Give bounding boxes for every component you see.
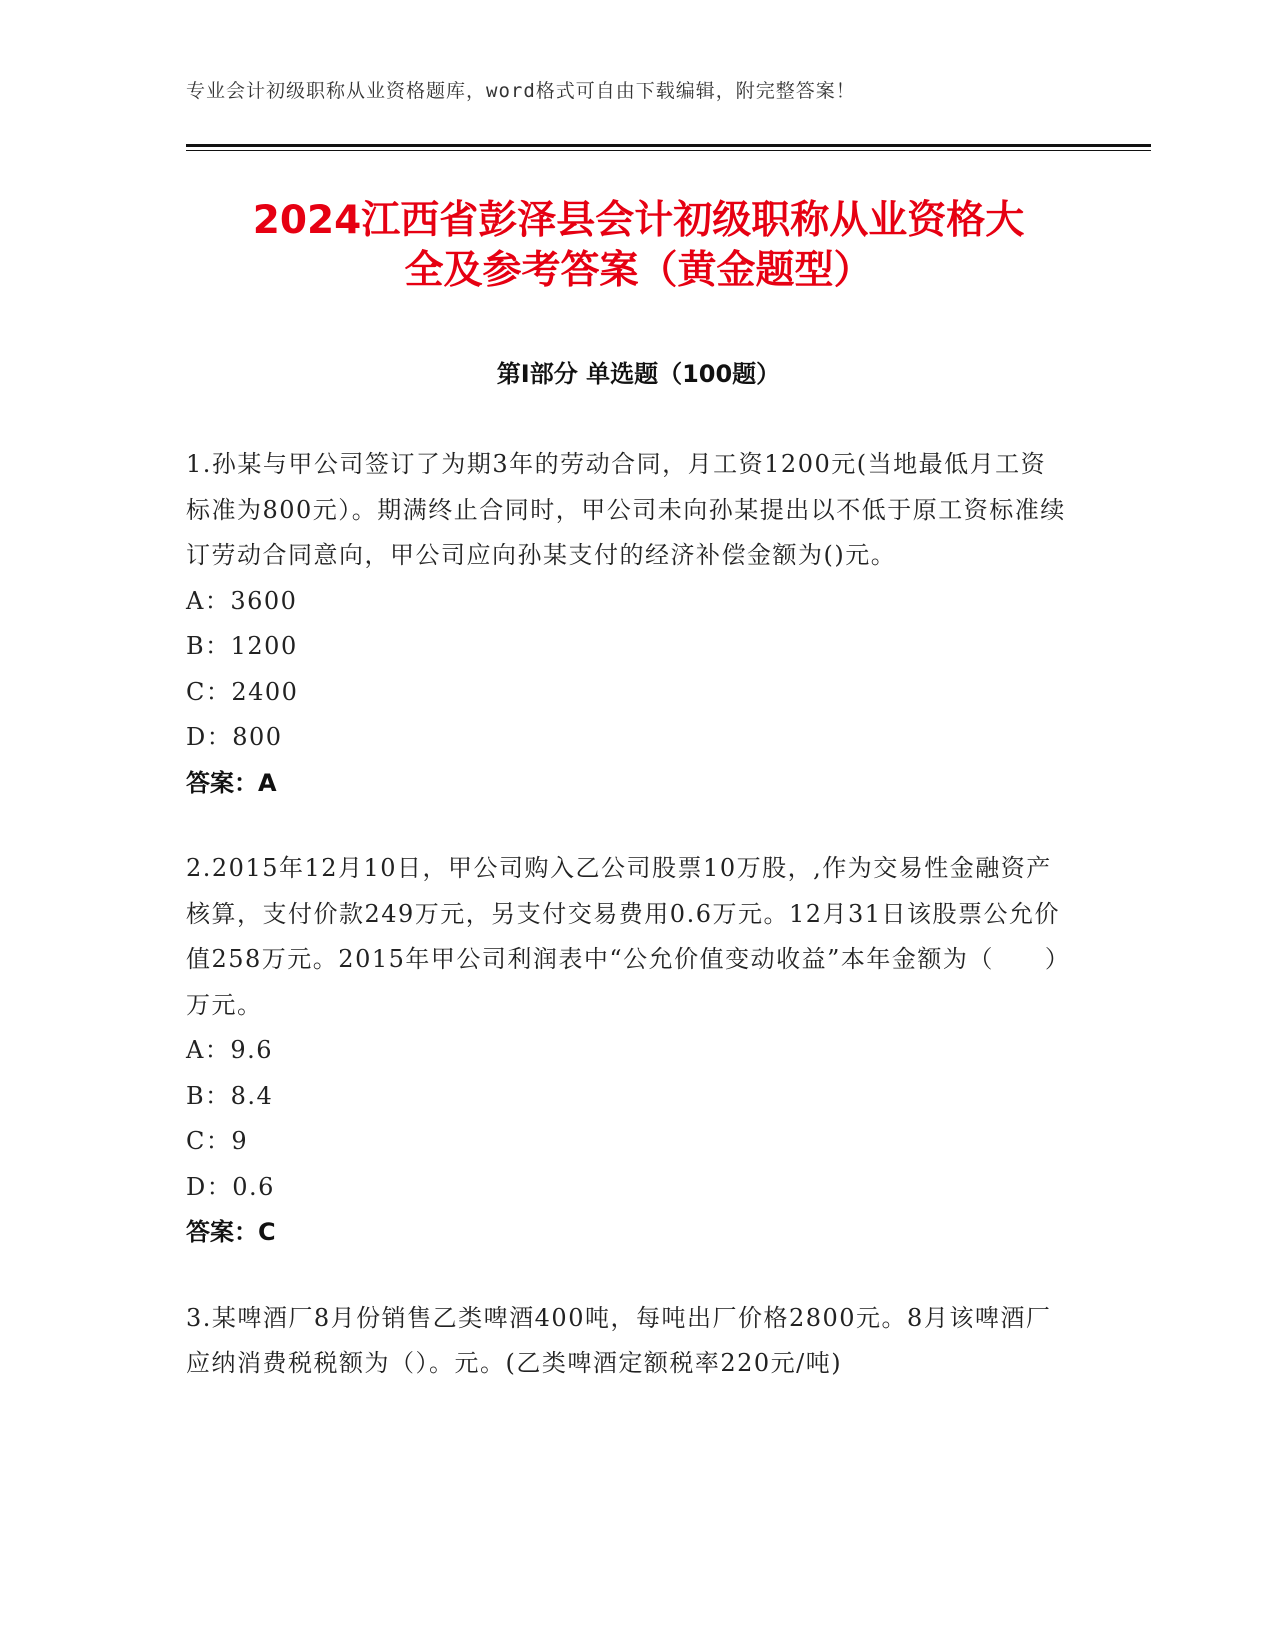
option-d: D：800 <box>186 723 283 751</box>
document-title <box>186 196 1091 296</box>
option-d: D：0.6 <box>186 1172 275 1201</box>
title-line-1: 2024江西省彭泽县会计初级职称从业资格大 <box>252 198 1025 243</box>
answer-line <box>186 1210 1066 1256</box>
section-heading: 第I部分 单选题（100题） <box>496 360 781 388</box>
question-stem: 1.孙某与甲公司签订了为期3年的劳动合同，月工资1200元(当地最低月工资标准为800元）。期满终止合同时，甲公司未向孙某提出以不低于原工资标准续订劳动合同意向，甲公司应向孙某支付的经济补偿金额为()元。 <box>186 450 1066 569</box>
header-divider-thin <box>186 150 1151 151</box>
answer-label: 答案： <box>186 768 258 797</box>
option-a: A：3600 <box>186 586 298 615</box>
option-b: B：8.4 <box>186 1081 274 1110</box>
option-c: C：2400 <box>186 677 299 706</box>
question-stem: 2.2015年12月10日，甲公司购入乙公司股票10万股，,作为交易性金融资产核算，支付价款249万元，另支付交易费用0.6万元。12月31日该股票公允价值258万元。2015年甲公司利润表中“公允价值变动收益”本年金额为（ ）万元。 <box>186 854 1061 1019</box>
title-line-2: 全及参考答案（黄金题型） <box>404 248 873 293</box>
header-note: 专业会计初级职称从业资格题库，word格式可自由下载编辑，附完整答案！ <box>186 80 856 102</box>
answer-line <box>186 761 1066 807</box>
option-c: C：9 <box>186 1127 249 1155</box>
question-stem: 3.某啤酒厂8月份销售乙类啤酒400吨，每吨出厂价格2800元。8月该啤酒厂应纳消费税税额为（）。元。(乙类啤酒定额税率220元/吨) <box>186 1303 1052 1377</box>
answer-value: A <box>258 768 277 797</box>
question-3 <box>186 1296 1066 1387</box>
option-a: A：9.6 <box>186 1036 273 1064</box>
option-b: B：1200 <box>186 632 298 660</box>
header-divider-thick <box>186 144 1151 147</box>
answer-label: 答案： <box>186 1218 258 1246</box>
answer-value: C <box>258 1218 276 1246</box>
question-1 <box>186 442 1066 806</box>
question-2 <box>186 846 1066 1256</box>
question-list <box>186 442 1066 1427</box>
